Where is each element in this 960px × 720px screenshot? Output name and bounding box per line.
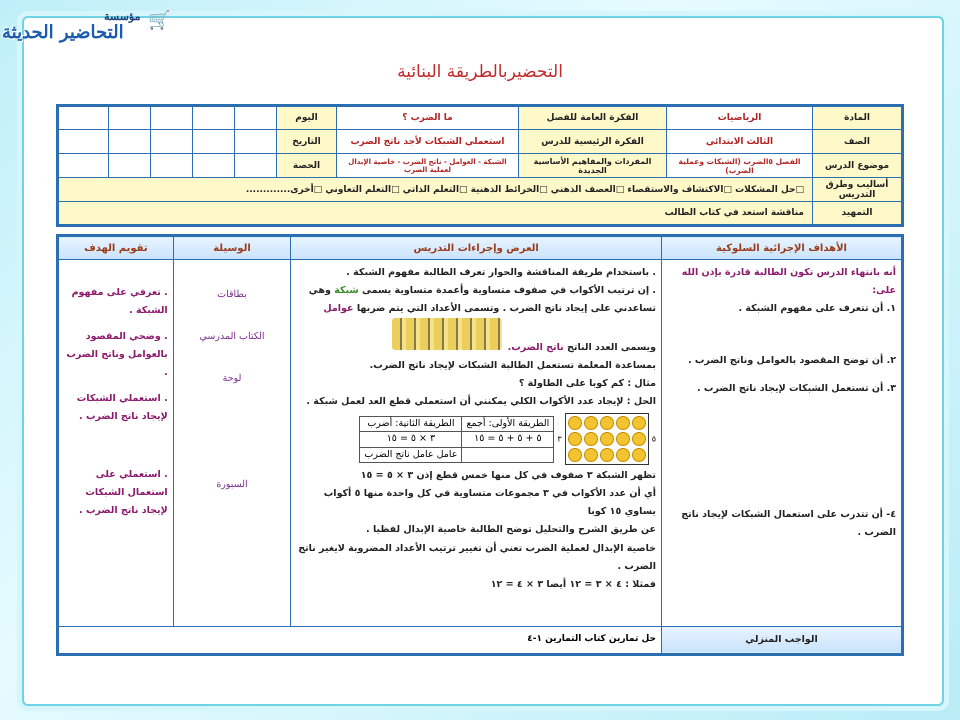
- date-cell-1: [234, 130, 276, 154]
- day-cell-3: [150, 106, 192, 130]
- main-idea-value: استعملي الشبكات لأجد ناتج الضرب: [337, 130, 519, 154]
- proc-line-10: فمثلا : ٤ × ٣ = ١٢ أيضا ٣ × ٤ = ١٢: [490, 578, 656, 590]
- tool-cards: بطاقات: [217, 289, 247, 300]
- proc-line-5: الحل : لإيجاد عدد الأكواب الكلي يمكنني أن استعملي قطع العد لعمل شبكة .: [306, 396, 656, 408]
- counter: [632, 432, 646, 446]
- proc-line-7: أي أن عدد الأكواب في ٣ مجموعات متساوية في كل واحدة منها ٥ أكواب يساوي ١٥ كوبا: [323, 488, 656, 518]
- mini-v1: ٥ + ٥ + ٥ = ١٥: [462, 432, 554, 447]
- intro-value: مناقشة استعد في كتاب الطالب: [58, 202, 813, 226]
- tool-textbook: الكتاب المدرسي: [199, 331, 265, 343]
- methods-mini-table: [359, 416, 554, 463]
- counter: [600, 432, 614, 446]
- counter: [568, 432, 582, 446]
- term-grid: شبكة: [334, 285, 359, 297]
- proc-line-2a: . إن ترتيب الأكواب في صفوف متساوية وأعمدة متساوية يسمى: [362, 285, 656, 297]
- period-cell-5: [58, 154, 109, 178]
- proc-line-2c: ويسمى العدد الناتج: [567, 342, 656, 354]
- date-cell-3: [150, 130, 192, 154]
- proc-line-4: مثال : كم كوبا على الطاولة ؟: [518, 378, 656, 390]
- proc-line-2b: وهي تساعدني على إيجاد ناتج الضرب . وتسمى الأعداد التي يتم ضربها: [308, 285, 656, 315]
- procedures-header: العرض وإجراءات التدريس: [291, 236, 662, 260]
- day-cell-2: [192, 106, 234, 130]
- grade-label: الصف: [813, 130, 903, 154]
- counter: [600, 416, 614, 430]
- day-cell-1: [234, 106, 276, 130]
- topic-value: الفصل ٥الضرب (الشبكات وعملية الضرب): [667, 154, 813, 178]
- counter: [616, 448, 630, 462]
- mini-h1: الطريقة الأولى: أجمع: [462, 416, 554, 431]
- proc-line-2: [296, 282, 656, 357]
- counter: [600, 448, 614, 462]
- objectives-header: الأهداف الإجرائية السلوكية: [662, 236, 903, 260]
- date-cell-4: [108, 130, 150, 154]
- day-cell-5: [58, 106, 109, 130]
- mini-empty: [462, 447, 554, 462]
- term-factors: عوامل: [323, 303, 354, 315]
- term-product: ناتج الضرب.: [507, 342, 564, 354]
- eval-2: . وضحي المقصود بالعوامل وناتج الضرب .: [66, 331, 168, 379]
- period-label: الحصة: [277, 154, 337, 178]
- evaluation-cell: [58, 260, 174, 627]
- topic-label: موضوع الدرس: [813, 154, 903, 178]
- objectives-intro: أنه بانتهاء الدرس تكون الطالبة قادرة بإذن الله على:: [681, 267, 896, 297]
- period-cell-2: [192, 154, 234, 178]
- counter: [616, 432, 630, 446]
- logo: [0, 4, 190, 44]
- date-cell-2: [192, 130, 234, 154]
- counter: [632, 416, 646, 430]
- methods-value: □حل المشكلات □الاكتشاف والاستقصاء □العصف الذهني □الخرائط الذهنية □التعلم الذاتي □التعلم التعاوني □أخرى.............: [58, 178, 813, 202]
- general-idea-label: الفكرة العامة للفصل: [519, 106, 667, 130]
- methods-label: أساليب وطرق التدريس: [813, 178, 903, 202]
- cups-image: [392, 318, 502, 350]
- intro-label: التمهيد: [813, 202, 903, 226]
- objective-3: ٣. أن تستعمل الشبكات لإيجاد ناتج الضرب .: [697, 383, 896, 395]
- lesson-table: [56, 234, 904, 656]
- objective-2: ٢. أن توضح المقصود بالعوامل وناتج الضرب .: [687, 355, 896, 367]
- vocab-value: الشبكة - العوامل - ناتج الضرب - خاصية الإبدال لعملية الضرب: [337, 154, 519, 178]
- eval-1: . تعرفي على مفهوم الشبكة .: [71, 287, 168, 317]
- objective-1: ١. أن تتعرف على مفهوم الشبكة .: [738, 303, 896, 315]
- eval-3: . استعملي الشبكات لإيجاد ناتج الضرب .: [76, 393, 168, 423]
- procedures-cell: [291, 260, 662, 627]
- counter: [632, 448, 646, 462]
- counters-grid: [565, 413, 649, 465]
- general-idea-value: ما الضرب ؟: [337, 106, 519, 130]
- grid-cols-label: ٥: [651, 434, 656, 444]
- proc-line-3: بمساعدة المعلمة تستعمل الطالبة الشبكات لإيجاد ناتج الضرب.: [369, 360, 656, 372]
- grade-value: الثالث الابتدائي: [667, 130, 813, 154]
- counter: [568, 416, 582, 430]
- subject-value: الرياضيات: [667, 106, 813, 130]
- mini-v2: ٣ × ٥ = ١٥: [360, 432, 462, 447]
- evaluation-header: تقويم الهدف: [58, 236, 174, 260]
- counter: [584, 416, 598, 430]
- proc-line-9: خاصية الإبدال لعملية الضرب تعني أن تغيير ترتيب الأعداد المضروبة لايغير ناتج الضرب .: [298, 542, 656, 572]
- tools-cell: [173, 260, 291, 627]
- objective-4: ٤- أن تتدرب على استعمال الشبكات لإيجاد ناتج الضرب .: [681, 509, 896, 539]
- example-visual: [296, 413, 656, 465]
- page-title: التحضيربالطريقة البنائية: [397, 62, 563, 82]
- logo-line2: التحاضير الحديثة: [2, 22, 124, 43]
- proc-line-6: تظهر الشبكة ٣ صفوف في كل منها خمس قطع إذن ٣ × ٥ = ١٥: [360, 470, 656, 482]
- date-label: التاريخ: [277, 130, 337, 154]
- objectives-cell: [662, 260, 903, 627]
- homework-value: حل تمارين كتاب التمارين ١-٤: [58, 626, 662, 654]
- header-table: [56, 104, 904, 227]
- mini-foot: عامل عامل ناتج الضرب: [360, 447, 462, 462]
- mini-h2: الطريقة الثانية: أضرب: [360, 416, 462, 431]
- day-label: اليوم: [277, 106, 337, 130]
- tool-blackboard: السبورة: [216, 479, 248, 491]
- eval-4: . استعملي على استعمال الشبكات لإيجاد ناتج الضرب .: [79, 469, 168, 517]
- counter: [568, 448, 582, 462]
- date-cell-5: [58, 130, 109, 154]
- subject-label: المادة: [813, 106, 903, 130]
- grid-rows-label: ٣: [557, 434, 562, 444]
- counter: [616, 416, 630, 430]
- tool-board: لوحة: [222, 373, 242, 385]
- counter: [584, 432, 598, 446]
- proc-line-8: عن طريق الشرح والتحليل توضح الطالبة خاصية الإبدال لفظيا .: [366, 524, 656, 536]
- counter: [584, 448, 598, 462]
- vocab-label: المفردات والمفاهيم الأساسية الجديدة: [519, 154, 667, 178]
- cart-icon: 🛒: [148, 10, 171, 31]
- logo-line1: مؤسسة: [104, 10, 141, 23]
- period-cell-1: [234, 154, 276, 178]
- tools-header: الوسيلة: [173, 236, 291, 260]
- period-cell-3: [150, 154, 192, 178]
- period-cell-4: [108, 154, 150, 178]
- main-idea-label: الفكرة الرئيسية للدرس: [519, 130, 667, 154]
- homework-label: الواجب المنزلي: [662, 626, 903, 654]
- day-cell-4: [108, 106, 150, 130]
- proc-line-1: . باستخدام طريقة المناقشة والحوار تعرف الطالبة مفهوم الشبكة .: [346, 267, 656, 278]
